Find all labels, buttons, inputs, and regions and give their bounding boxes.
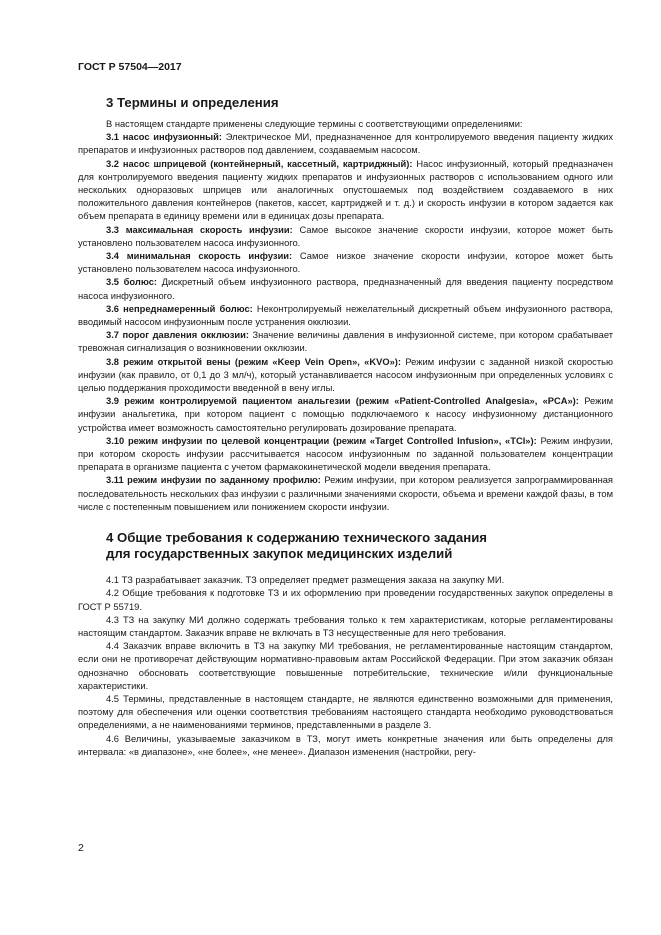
term: 3.3 максимальная скорость инфузии: <box>106 224 293 235</box>
term: 3.4 минимальная скорость инфузии: <box>106 251 293 262</box>
term: 3.10 режим инфузии по целевой концентрации (режим «Target Controlled Infusion», «TCI»): <box>106 435 537 446</box>
section-4-title <box>78 530 613 562</box>
paragraph-4-3: 4.3 ТЗ на закупку МИ должно содержать требования только к тем характеристикам, которые регламентированы настоящим стандартом. Заказчик вправе не включать в ТЗ несущественные для него требования. <box>78 614 613 638</box>
section-3-title: 3 Термины и определения <box>106 95 279 110</box>
paragraph-4-1: 4.1 ТЗ разрабатывает заказчик. ТЗ определяет предмет размещения заказа на закупку МИ. <box>106 575 505 586</box>
paragraph-4-6: 4.6 Величины, указываемые заказчиком в ТЗ, могут иметь конкретные значения или быть определены для интервала: «в диапазоне», «не более», «не менее». Диапазон изменения (настройки, регу- <box>78 733 613 757</box>
paragraph-4-4: 4.4 Заказчик вправе включить в ТЗ на закупку МИ требования, не регламентированные настоящим стандартом, если они не противоречат действующим нормативно-правовым актам Российской Федерации. При этом заказчик обязан однозначно обосновать соответствующие повышенные потребительские, технические и/или функциональные характеристики. <box>78 641 613 691</box>
definition-3-11 <box>78 474 613 514</box>
page-number: 2 <box>78 842 84 854</box>
definition-3-2 <box>78 158 613 224</box>
section-4-title-line-1: 4 Общие требования к содержанию технического задания <box>106 530 488 546</box>
term: 3.9 режим контролируемой пациентом анальгезии (режим «Patient-Controlled Analgesia», «PCA»): <box>106 396 579 407</box>
definition-text: Самое низкое значение скорости инфузии, которое может быть установлено пользователем насоса инфузионного. <box>78 251 613 275</box>
definition-text: Режим инфузии анальгетика, при котором пациент с помощью подключаемого к насосу инфузионному дистанционного устройства имеет возможность самостоятельно регулировать дозирование препарата. <box>78 396 614 433</box>
term: 3.2 насос шприцевой (контейнерный, кассетный, картриджный): <box>106 158 413 169</box>
term: 3.8 режим открытой вены (режим «Keep Vein Open», «KVO»): <box>106 356 402 367</box>
definition-text: Значение величины давления в инфузионной системе, при котором срабатывает тревожная сигнализация о возникновении окклюзии. <box>78 330 613 354</box>
term: 3.11 режим инфузии по заданному профилю: <box>106 475 321 486</box>
term: 3.5 болюс: <box>106 277 158 288</box>
term: 3.1 насос инфузионный: <box>106 132 223 143</box>
term: 3.7 порог давления окклюзии: <box>106 330 249 341</box>
definition-3-6 <box>78 303 613 329</box>
definition-3-5 <box>78 276 613 302</box>
definition-text: Режим инфузии, при котором скорость инфузии рассчитывается насосом инфузионным по заданной пользователем концентрации препарата в организме пациента с учетом фармакокинетической модели введения препарата. <box>78 435 613 473</box>
definition-text: Насос инфузионный, который предназначен для контролируемого введения пациенту жидких препаратов и инфузионных растворов с использованием одного или нескольких одноразовых шприцев или аналогичных опустошаемых под воздействием создаваемого в них положительного давления контейнеров (пакетов, кассет, картриджей и т. д.) и скорость инфузии в котором задается как объем препарата в единицу времени или в единицах дозы препарата. <box>78 158 613 222</box>
definition-3-8 <box>78 356 613 396</box>
section-4-title-line-2: для государственных закупок медицинских изделий <box>106 546 453 562</box>
definition-text: Режим инфузии, при котором реализуется запрограммированная последовательность нескольких фаз инфузии с различными значениями скорости, объема и времени каждой фазы, в том числе с постепенным повышением или понижением скорости инфузии. <box>78 475 613 512</box>
definition-3-4 <box>78 250 613 276</box>
definition-3-1 <box>78 131 613 157</box>
section-3-intro: В настоящем стандарте применены следующие термины с соответствующими определениями: <box>106 119 523 129</box>
term: 3.6 непреднамеренный болюс: <box>106 303 253 314</box>
definition-3-10 <box>78 435 613 475</box>
definition-text: Дискретный объем инфузионного раствора, предназначенный для введения пациенту посредством насоса инфузионного. <box>78 277 613 301</box>
definition-3-3 <box>78 224 613 250</box>
page-body <box>78 90 613 759</box>
paragraph-4-5: 4.5 Термины, представленные в настоящем стандарте, не являются единственно возможными для применения, поэтому для обеспечения или оценки соответствия требованиям настоящего стандарта необходимо руководствоваться определениями, а не наименованиями терминов, представленными в разделе 3. <box>78 693 613 731</box>
document-header: ГОСТ Р 57504—2017 <box>78 61 182 73</box>
definition-3-7 <box>78 329 613 355</box>
definition-text: Режим инфузии с заданной низкой скоростью инфузии (как правило, от 0,1 до 3 мл/ч), который устанавливается насосом инфузионным при определенных условиях с целью поддержания проходимости введенной в вену иглы. <box>78 356 613 394</box>
paragraph-4-2: 4.2 Общие требования к подготовке ТЗ и их оформлению при проведении государственных закупок определены в ГОСТ Р 55719. <box>78 588 613 612</box>
definition-text: Электрическое МИ, предназначенное для контролируемого введения пациенту жидких препаратов и инфузионных растворов под давлением, создаваемым насосом. <box>78 132 613 156</box>
definition-text: Самое высокое значение скорости инфузии, которое может быть установлено пользователем насоса инфузионного. <box>78 224 613 248</box>
definition-text: Неконтролируемый нежелательный дискретный объем инфузионного раствора, вводимый насосом инфузионным после устранения окклюзии. <box>78 303 613 328</box>
definition-3-9 <box>78 395 613 435</box>
